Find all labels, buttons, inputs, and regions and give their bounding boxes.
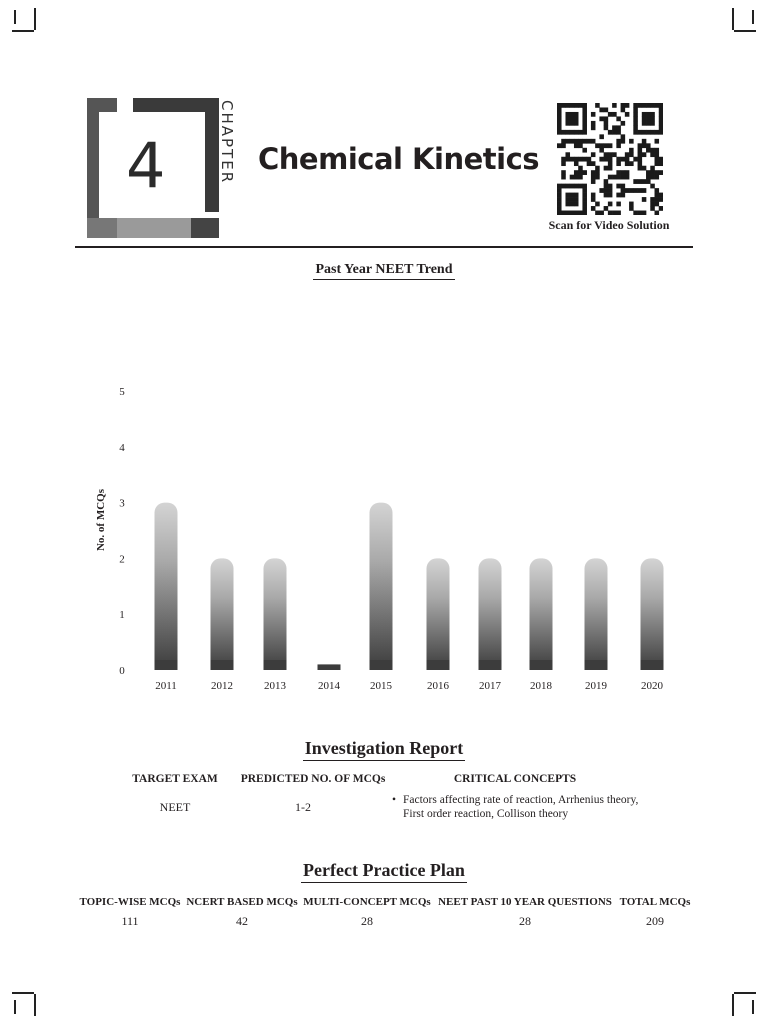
predicted-mcqs-value: 1-2 — [295, 800, 311, 814]
bar-base-2020 — [641, 660, 664, 670]
header-target-exam: TARGET EXAM — [132, 773, 218, 785]
bar-base-2013 — [264, 660, 287, 670]
chapter-label: CHAPTER — [218, 100, 236, 185]
header-past-questions: NEET PAST 10 YEAR QUESTIONS — [438, 896, 612, 908]
bar-2015 — [370, 503, 393, 670]
bar-base-2017 — [479, 660, 502, 670]
bar-2016 — [427, 558, 450, 670]
bar-2013 — [264, 558, 287, 670]
bar-2012 — [211, 558, 234, 670]
bar-base-2014 — [318, 664, 341, 670]
header-total-mcqs: TOTAL MCQs — [619, 896, 691, 908]
past-questions-value: 28 — [519, 914, 531, 928]
header-multi-concept: MULTI-CONCEPT MCQs — [303, 896, 431, 908]
x-tick-label: 2015 — [370, 680, 392, 692]
bar-base-2011 — [155, 660, 178, 670]
qr-caption: Scan for Video Solution — [548, 218, 670, 232]
x-tick-label: 2014 — [318, 680, 340, 692]
total-mcqs-value: 209 — [646, 914, 664, 928]
bar-2017 — [479, 558, 502, 670]
ncert-based-value: 42 — [236, 914, 248, 928]
bar-base-2018 — [530, 660, 553, 670]
multi-concept-value: 28 — [361, 914, 373, 928]
y-tick-label: 3 — [119, 497, 125, 510]
x-tick-label: 2017 — [479, 680, 501, 692]
x-tick-label: 2018 — [530, 680, 552, 692]
header-predicted-mcqs: PREDICTED NO. OF MCQs — [240, 773, 386, 785]
topic-wise-value: 111 — [121, 914, 139, 928]
critical-concepts-list — [392, 793, 652, 821]
x-tick-label: 2011 — [155, 680, 177, 692]
bar-2011 — [155, 503, 178, 670]
x-tick-label: 2013 — [264, 680, 286, 692]
bar-base-2019 — [585, 660, 608, 670]
bar-2019 — [585, 558, 608, 670]
y-tick-label: 1 — [119, 609, 125, 622]
chapter-number: 4 — [126, 129, 166, 202]
y-tick-label: 2 — [119, 553, 125, 566]
trend-heading: Past Year NEET Trend — [234, 262, 534, 278]
bar-2020 — [641, 558, 664, 670]
x-tick-label: 2012 — [211, 680, 233, 692]
practice-heading: Perfect Practice Plan — [234, 860, 534, 881]
header-critical-concepts: CRITICAL CONCEPTS — [453, 773, 577, 785]
header-ncert-based: NCERT BASED MCQs — [186, 896, 298, 908]
x-tick-label: 2016 — [427, 680, 449, 692]
chapter-title: Chemical Kinetics — [258, 142, 540, 176]
y-axis-label: No. of MCQs — [95, 488, 107, 552]
bar-base-2015 — [370, 660, 393, 670]
header-topic-wise: TOPIC-WISE MCQs — [79, 896, 181, 908]
y-tick-label: 4 — [119, 441, 125, 454]
x-tick-label: 2019 — [585, 680, 607, 692]
critical-concepts-text: Factors affecting rate of reaction, Arrhenius theory, First order reaction, Collison theory — [403, 794, 639, 820]
bar-base-2012 — [211, 660, 234, 670]
x-tick-label: 2020 — [641, 680, 663, 692]
bar-base-2016 — [427, 660, 450, 670]
investigation-heading: Investigation Report — [234, 738, 534, 759]
y-tick-label: 0 — [119, 665, 125, 677]
y-tick-label: 5 — [119, 386, 125, 398]
bar-2018 — [530, 558, 553, 670]
target-exam-value: NEET — [159, 800, 191, 814]
bullet-icon: • — [392, 794, 397, 806]
